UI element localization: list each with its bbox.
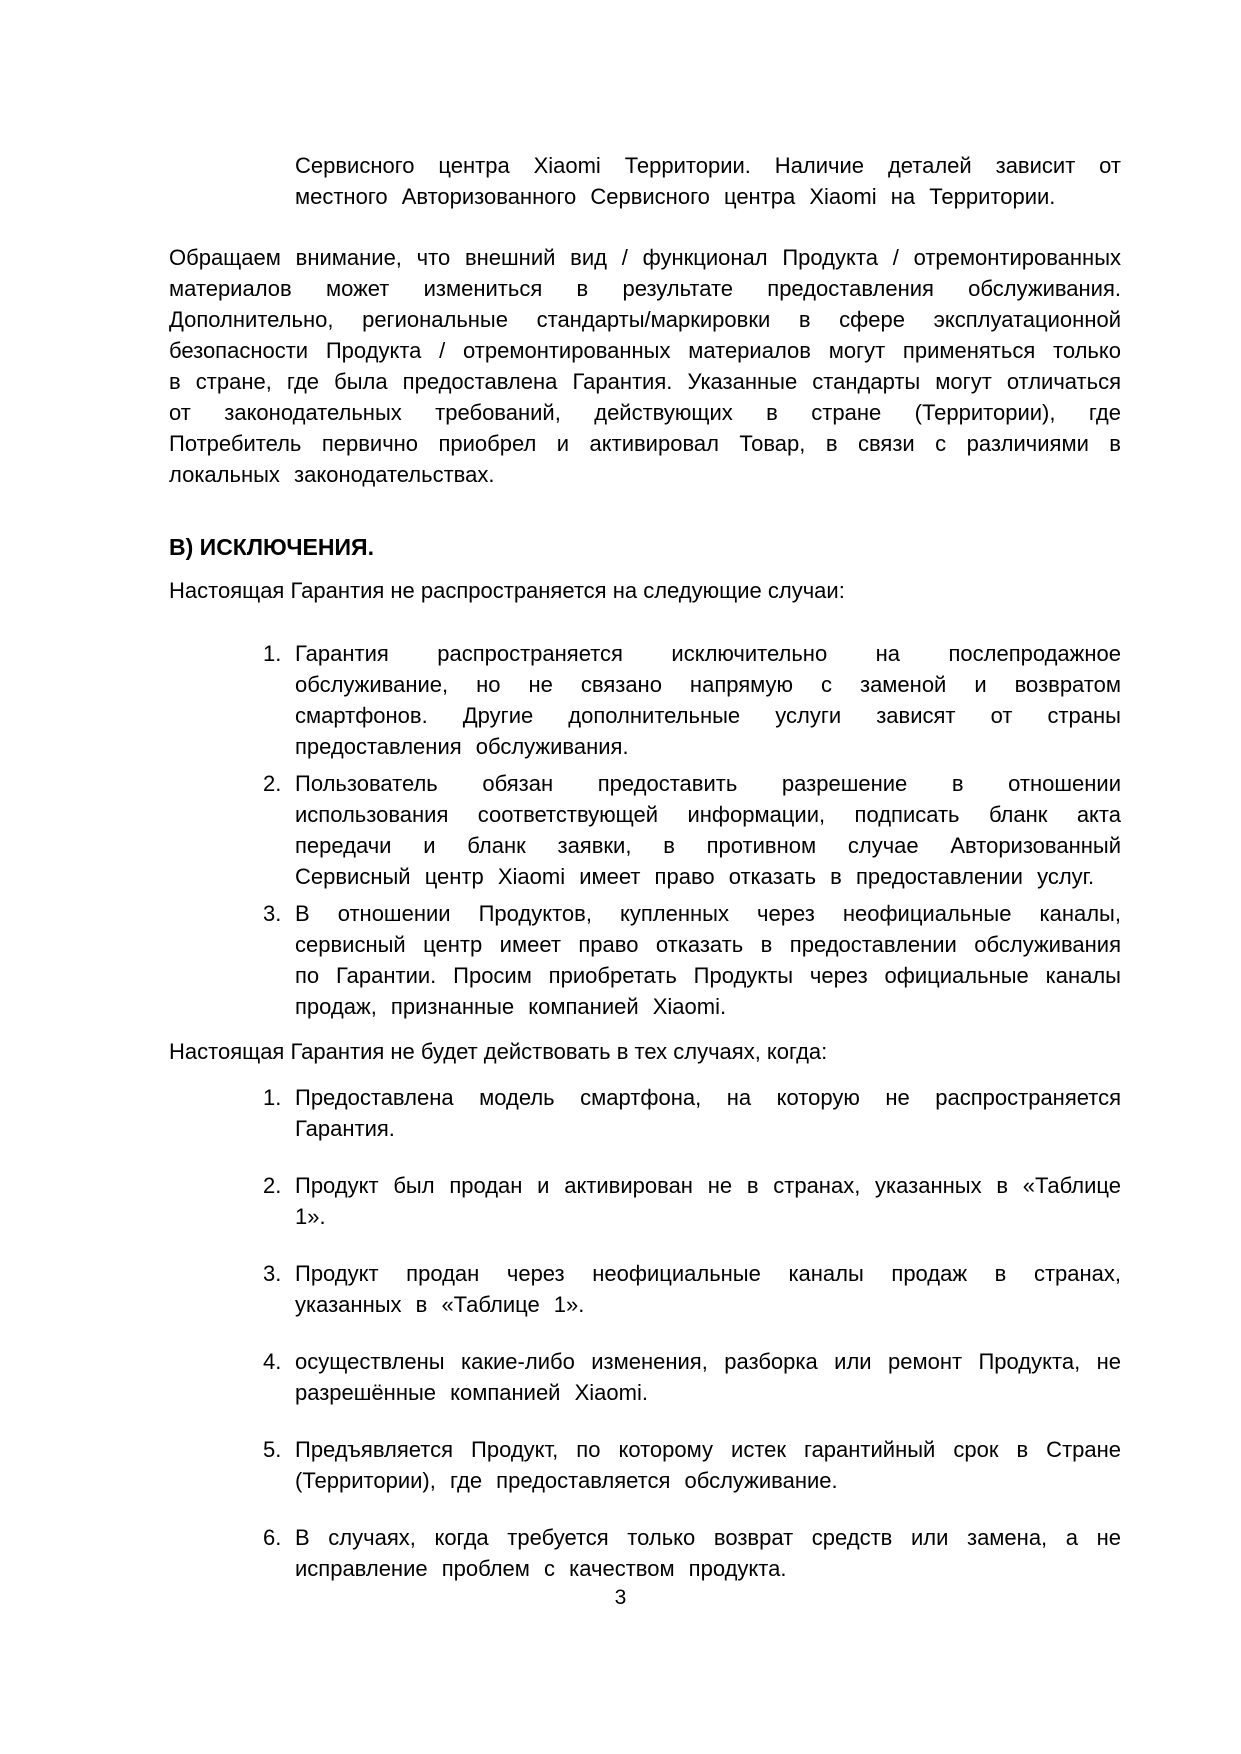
list-item-text: осуществлены какие-либо изменения, разборка или ремонт Продукта, не разрешённые компанией Xiaomi.: [295, 1349, 1121, 1405]
list-marker: 1.: [263, 641, 282, 666]
notice-paragraph: Обращаем внимание, что внешний вид / функционал Продукта / отремонтированных материалов может измениться в результате предоставления обслуживания. Дополнительно, региональные стандарты/маркировки в сфере эксплуатационной безопасности Продукта / отремонтированных материалов могут применяться только в стране, где была предоставлена Гарантия. Указанные стандарты могут отличаться от законодательных требований, действующих в стране (Территории), где Потребитель первично приобрел и активировал Товар, в связи с различиями в локальных законодательствах.: [169, 245, 1121, 487]
list-item-text: Предъявляется Продукт, по которому истек гарантийный срок в Стране (Территории), где предоставляется обслуживание.: [295, 1437, 1121, 1493]
list-item-text: Продукт продан через неофициальные каналы продаж в странах, указанных в «Таблице 1».: [295, 1261, 1121, 1317]
exclusion-item: [169, 768, 1121, 892]
invalid-case-item: [169, 1170, 1121, 1232]
list-marker: 2.: [263, 1173, 282, 1198]
invalid-case-item: [169, 1434, 1121, 1496]
list-item-text: Продукт был продан и активирован не в странах, указанных в «Таблице 1».: [295, 1173, 1121, 1229]
list-item-text: Предоставлена модель смартфона, на которую не распространяется Гарантия.: [295, 1085, 1121, 1141]
exclusions-intro: Настоящая Гарантия не распространяется на следующие случаи:: [169, 578, 845, 603]
section-heading: В) ИСКЛЮЧЕНИЯ.: [169, 534, 374, 560]
list-marker: 2.: [263, 771, 282, 796]
invalid-case-item: [169, 1082, 1121, 1144]
list-marker: 4.: [263, 1349, 282, 1374]
list-marker: 1.: [263, 1085, 282, 1110]
list-item-text: В отношении Продуктов, купленных через неофициальные каналы, сервисный центр имеет право отказать в предоставлении обслуживания по Гарантии. Просим приобретать Продукты через официальные каналы продаж, признанные компанией Xiaomi.: [295, 901, 1121, 1019]
exclusion-item: [169, 638, 1121, 762]
list-marker: 3.: [263, 901, 282, 926]
list-item-text: В случаях, когда требуется только возврат средств или замена, а не исправление проблем с качеством продукта.: [295, 1525, 1121, 1581]
list-item-text: Пользователь обязан предоставить разрешение в отношении использования соответствующей информации, подписать бланк акта передачи и бланк заявки, в противном случае Авторизованный Сервисный центр Xiaomi имеет право отказать в предоставлении услуг.: [295, 771, 1121, 889]
exclusion-item: [169, 898, 1121, 1022]
list-marker: 3.: [263, 1261, 282, 1286]
invalid-case-item: [169, 1522, 1121, 1584]
list-marker: 5.: [263, 1437, 282, 1462]
invalid-cases-list: [169, 1082, 1121, 1584]
continuation-paragraph: Сервисного центра Xiaomi Территории. Наличие деталей зависит от местного Авторизованного Сервисного центра Xiaomi на Территории.: [295, 153, 1121, 209]
page-number: 3: [614, 1586, 627, 1609]
invalid-cases-intro: Настоящая Гарантия не будет действовать в тех случаях, когда:: [169, 1039, 828, 1064]
list-item-text: Гарантия распространяется исключительно на послепродажное обслуживание, но не связано напрямую с заменой и возвратом смартфонов. Другие дополнительные услуги зависят от страны предоставления обслуживания.: [295, 641, 1121, 759]
invalid-case-item: [169, 1346, 1121, 1408]
list-marker: 6.: [263, 1525, 282, 1550]
invalid-case-item: [169, 1258, 1121, 1320]
exclusions-list: [169, 638, 1121, 1022]
